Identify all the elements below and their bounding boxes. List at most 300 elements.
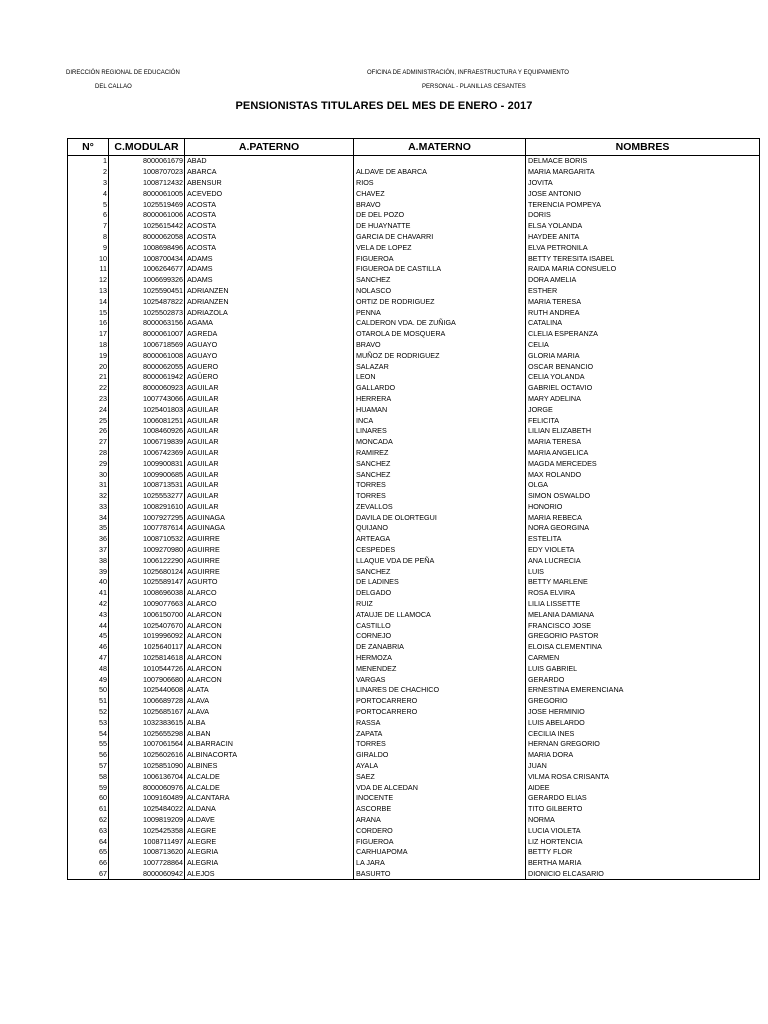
first-names-cell: BETTY TERESITA ISABEL (526, 253, 760, 264)
table-row (68, 793, 760, 804)
maternal-surname-cell: FIGUEROA (354, 836, 526, 847)
first-names-cell: JOSE HERMINIO (526, 707, 760, 718)
table-row (68, 448, 760, 459)
table-row (68, 512, 760, 523)
row-number-cell: 15 (68, 307, 109, 318)
first-names-cell: FRANCISCO JOSE (526, 620, 760, 631)
table-row (68, 167, 760, 178)
page-title: PENSIONISTAS TITULARES DEL MES DE ENERO - 2017 (235, 100, 533, 112)
maternal-surname-cell: MUÑOZ DE RODRIGUEZ (354, 350, 526, 361)
row-number-cell: 22 (68, 383, 109, 394)
paternal-surname-cell: ALBINES (185, 761, 354, 772)
paternal-surname-cell: AGUILAR (185, 383, 354, 394)
paternal-surname-cell: ALBINACORTA (185, 750, 354, 761)
paternal-surname-cell: AGUIRRE (185, 566, 354, 577)
row-number-cell: 34 (68, 512, 109, 523)
header-location: DEL CALLAO (95, 84, 132, 90)
table-row (68, 286, 760, 297)
paternal-surname-cell: ACEVEDO (185, 188, 354, 199)
first-names-cell: MELANIA DAMIANA (526, 609, 760, 620)
table-row (68, 555, 760, 566)
paternal-surname-cell: AGUILAR (185, 437, 354, 448)
paternal-surname-cell: AGURTO (185, 577, 354, 588)
modular-code-cell: 1006136704 (109, 771, 185, 782)
first-names-cell: GERARDO ELIAS (526, 793, 760, 804)
table-row (68, 221, 760, 232)
maternal-surname-cell: DE ZANABRIA (354, 642, 526, 653)
maternal-surname-cell: CHAVEZ (354, 188, 526, 199)
maternal-surname-cell: VDA DE ALCEDAN (354, 782, 526, 793)
paternal-surname-cell: ALEGRE (185, 836, 354, 847)
paternal-surname-cell: ACOSTA (185, 210, 354, 221)
modular-code-cell: 1007061564 (109, 739, 185, 750)
maternal-surname-cell: GARCIA DE CHAVARRI (354, 232, 526, 243)
maternal-surname-cell: LINARES DE CHACHICO (354, 685, 526, 696)
paternal-surname-cell: ALDAVE (185, 815, 354, 826)
modular-code-cell: 1006150700 (109, 609, 185, 620)
first-names-cell: CECILIA INES (526, 728, 760, 739)
row-number-cell: 14 (68, 296, 109, 307)
row-number-cell: 59 (68, 782, 109, 793)
first-names-cell: HAYDEE ANITA (526, 232, 760, 243)
maternal-surname-cell: CALDERON VDA. DE ZUÑIGA (354, 318, 526, 329)
paternal-surname-cell: AGUILAR (185, 491, 354, 502)
paternal-surname-cell: ALARCON (185, 631, 354, 642)
header-department: PERSONAL - PLANILLAS CESANTES (422, 84, 526, 90)
table-row (68, 836, 760, 847)
paternal-surname-cell: ALBAN (185, 728, 354, 739)
row-number-cell: 3 (68, 178, 109, 189)
table-row (68, 372, 760, 383)
row-number-cell: 2 (68, 167, 109, 178)
row-number-cell: 63 (68, 825, 109, 836)
row-number-cell: 60 (68, 793, 109, 804)
modular-code-cell: 1008698496 (109, 242, 185, 253)
maternal-surname-cell: RAMIREZ (354, 448, 526, 459)
paternal-surname-cell: AGUILAR (185, 404, 354, 415)
table-row (68, 577, 760, 588)
row-number-cell: 18 (68, 340, 109, 351)
row-number-cell: 9 (68, 242, 109, 253)
paternal-surname-cell: ADAMS (185, 275, 354, 286)
modular-code-cell: 1025655298 (109, 728, 185, 739)
modular-code-cell: 1025425358 (109, 825, 185, 836)
paternal-surname-cell: AGUIRRE (185, 534, 354, 545)
row-number-cell: 53 (68, 717, 109, 728)
row-number-cell: 31 (68, 480, 109, 491)
paternal-surname-cell: AGUERO (185, 361, 354, 372)
paternal-surname-cell: ACOSTA (185, 221, 354, 232)
maternal-surname-cell: ALDAVE DE ABARCA (354, 167, 526, 178)
row-number-cell: 41 (68, 588, 109, 599)
first-names-cell: CELIA (526, 340, 760, 351)
table-row (68, 199, 760, 210)
modular-code-cell: 1025615442 (109, 221, 185, 232)
table-row (68, 545, 760, 556)
maternal-surname-cell: AYALA (354, 761, 526, 772)
modular-code-cell: 1009819209 (109, 815, 185, 826)
header-office: OFICINA DE ADMINISTRACIÓN, INFRAESTRUCTURA Y EQUIPAMIENTO (367, 70, 569, 76)
maternal-surname-cell: ARANA (354, 815, 526, 826)
table-row (68, 329, 760, 340)
first-names-cell: JOSE ANTONIO (526, 188, 760, 199)
paternal-surname-cell: AGUILAR (185, 426, 354, 437)
first-names-cell: TERENCIA POMPEYA (526, 199, 760, 210)
table-row (68, 858, 760, 869)
maternal-surname-cell: DAVILA DE OLORTEGUI (354, 512, 526, 523)
maternal-surname-cell: CORNEJO (354, 631, 526, 642)
first-names-cell: MARIA MARGARITA (526, 167, 760, 178)
modular-code-cell: 1006718569 (109, 340, 185, 351)
table-row (68, 383, 760, 394)
paternal-surname-cell: ALEGRIA (185, 847, 354, 858)
modular-code-cell: 8000060976 (109, 782, 185, 793)
row-number-cell: 39 (68, 566, 109, 577)
paternal-surname-cell: AGREDA (185, 329, 354, 340)
maternal-surname-cell: LINARES (354, 426, 526, 437)
first-names-cell: LILIA LISSETTE (526, 599, 760, 610)
row-number-cell: 57 (68, 761, 109, 772)
first-names-cell: DORIS (526, 210, 760, 221)
row-number-cell: 28 (68, 448, 109, 459)
table-row (68, 869, 760, 880)
maternal-surname-cell: DE HUAYNATTE (354, 221, 526, 232)
column-header-maternal-surname: A.MATERNO (354, 139, 526, 156)
table-row (68, 458, 760, 469)
first-names-cell: LUIS GABRIEL (526, 663, 760, 674)
modular-code-cell: 1025851090 (109, 761, 185, 772)
modular-code-cell: 1008696038 (109, 588, 185, 599)
table-row (68, 653, 760, 664)
paternal-surname-cell: ALARCON (185, 653, 354, 664)
maternal-surname-cell: NOLASCO (354, 286, 526, 297)
first-names-cell: ELSA YOLANDA (526, 221, 760, 232)
modular-code-cell: 1006719839 (109, 437, 185, 448)
maternal-surname-cell: GALLARDO (354, 383, 526, 394)
table-row (68, 739, 760, 750)
modular-code-cell: 8000060923 (109, 383, 185, 394)
table-row (68, 210, 760, 221)
modular-code-cell: 1008710532 (109, 534, 185, 545)
maternal-surname-cell: HERRERA (354, 394, 526, 405)
row-number-cell: 54 (68, 728, 109, 739)
paternal-surname-cell: ALATA (185, 685, 354, 696)
paternal-surname-cell: ALARCON (185, 620, 354, 631)
modular-code-cell: 1025589147 (109, 577, 185, 588)
row-number-cell: 67 (68, 869, 109, 880)
maternal-surname-cell: HERMOZA (354, 653, 526, 664)
first-names-cell: TITO GILBERTO (526, 804, 760, 815)
paternal-surname-cell: ACOSTA (185, 232, 354, 243)
row-number-cell: 61 (68, 804, 109, 815)
table-row (68, 750, 760, 761)
first-names-cell: MARY ADELINA (526, 394, 760, 405)
modular-code-cell: 8000061679 (109, 156, 185, 167)
table-row (68, 761, 760, 772)
maternal-surname-cell: RASSA (354, 717, 526, 728)
row-number-cell: 43 (68, 609, 109, 620)
maternal-surname-cell: VELA DE LOPEZ (354, 242, 526, 253)
first-names-cell: CARMEN (526, 653, 760, 664)
maternal-surname-cell: LA JARA (354, 858, 526, 869)
maternal-surname-cell: SAEZ (354, 771, 526, 782)
modular-code-cell: 1006081251 (109, 415, 185, 426)
table-row (68, 156, 760, 167)
table-row (68, 599, 760, 610)
table-row (68, 825, 760, 836)
table-row (68, 275, 760, 286)
first-names-cell: EDY VIOLETA (526, 545, 760, 556)
paternal-surname-cell: ALARCON (185, 663, 354, 674)
modular-code-cell: 1019996092 (109, 631, 185, 642)
modular-code-cell: 8000060942 (109, 869, 185, 880)
table-row (68, 491, 760, 502)
modular-code-cell: 1025553277 (109, 491, 185, 502)
modular-code-cell: 1025602616 (109, 750, 185, 761)
first-names-cell: OLGA (526, 480, 760, 491)
row-number-cell: 66 (68, 858, 109, 869)
first-names-cell: JORGE (526, 404, 760, 415)
table-row (68, 815, 760, 826)
table-row (68, 717, 760, 728)
header-institution: DIRECCIÓN REGIONAL DE EDUCACIÓN (66, 70, 180, 76)
maternal-surname-cell: HUAMAN (354, 404, 526, 415)
table-row (68, 307, 760, 318)
paternal-surname-cell: AGUAYO (185, 350, 354, 361)
first-names-cell: HONORIO (526, 502, 760, 513)
maternal-surname-cell: QUIJANO (354, 523, 526, 534)
modular-code-cell: 8000061942 (109, 372, 185, 383)
column-header-number: N° (68, 139, 109, 156)
row-number-cell: 20 (68, 361, 109, 372)
table-header-row (68, 139, 760, 156)
modular-code-cell: 1010544726 (109, 663, 185, 674)
row-number-cell: 6 (68, 210, 109, 221)
row-number-cell: 55 (68, 739, 109, 750)
row-number-cell: 35 (68, 523, 109, 534)
first-names-cell: OSCAR BENANCIO (526, 361, 760, 372)
table-row (68, 296, 760, 307)
first-names-cell: GABRIEL OCTAVIO (526, 383, 760, 394)
row-number-cell: 64 (68, 836, 109, 847)
maternal-surname-cell: BASURTO (354, 869, 526, 880)
maternal-surname-cell: CARHUAPOMA (354, 847, 526, 858)
maternal-surname-cell: VARGAS (354, 674, 526, 685)
first-names-cell: RAIDA MARIA CONSUELO (526, 264, 760, 275)
first-names-cell: MARIA TERESA (526, 296, 760, 307)
paternal-surname-cell: AGUIRRE (185, 555, 354, 566)
modular-code-cell: 1009900831 (109, 458, 185, 469)
row-number-cell: 21 (68, 372, 109, 383)
paternal-surname-cell: AGUINAGA (185, 523, 354, 534)
first-names-cell: MARIA TERESA (526, 437, 760, 448)
table-row (68, 642, 760, 653)
modular-code-cell: 1025487822 (109, 296, 185, 307)
row-number-cell: 12 (68, 275, 109, 286)
modular-code-cell: 1009270980 (109, 545, 185, 556)
row-number-cell: 45 (68, 631, 109, 642)
paternal-surname-cell: ALAVA (185, 696, 354, 707)
first-names-cell: LUCIA VIOLETA (526, 825, 760, 836)
maternal-surname-cell: FIGUEROA DE CASTILLA (354, 264, 526, 275)
row-number-cell: 5 (68, 199, 109, 210)
row-number-cell: 24 (68, 404, 109, 415)
paternal-surname-cell: ALEJOS (185, 869, 354, 880)
row-number-cell: 38 (68, 555, 109, 566)
maternal-surname-cell: SANCHEZ (354, 469, 526, 480)
first-names-cell: LUIS (526, 566, 760, 577)
table-row (68, 685, 760, 696)
modular-code-cell: 1008713620 (109, 847, 185, 858)
maternal-surname-cell: RIOS (354, 178, 526, 189)
modular-code-cell: 1008711497 (109, 836, 185, 847)
first-names-cell: VILMA ROSA CRISANTA (526, 771, 760, 782)
modular-code-cell: 8000061007 (109, 329, 185, 340)
first-names-cell: LIZ HORTENCIA (526, 836, 760, 847)
modular-code-cell: 1025484022 (109, 804, 185, 815)
maternal-surname-cell: TORRES (354, 739, 526, 750)
table-row (68, 696, 760, 707)
modular-code-cell: 1007743066 (109, 394, 185, 405)
first-names-cell: GLORIA MARIA (526, 350, 760, 361)
modular-code-cell: 1025502873 (109, 307, 185, 318)
column-header-paternal-surname: A.PATERNO (185, 139, 354, 156)
paternal-surname-cell: AGAMA (185, 318, 354, 329)
modular-code-cell: 1025640117 (109, 642, 185, 653)
modular-code-cell: 8000063156 (109, 318, 185, 329)
table-row (68, 415, 760, 426)
row-number-cell: 58 (68, 771, 109, 782)
row-number-cell: 47 (68, 653, 109, 664)
row-number-cell: 10 (68, 253, 109, 264)
first-names-cell: BETTY FLOR (526, 847, 760, 858)
paternal-surname-cell: ALCALDE (185, 771, 354, 782)
maternal-surname-cell: SALAZAR (354, 361, 526, 372)
table-row (68, 426, 760, 437)
first-names-cell: ERNESTINA EMERENCIANA (526, 685, 760, 696)
row-number-cell: 4 (68, 188, 109, 199)
modular-code-cell: 1006122290 (109, 555, 185, 566)
paternal-surname-cell: ALCANTARA (185, 793, 354, 804)
first-names-cell: CELIA YOLANDA (526, 372, 760, 383)
row-number-cell: 65 (68, 847, 109, 858)
paternal-surname-cell: ACOSTA (185, 199, 354, 210)
first-names-cell: SIMON OSWALDO (526, 491, 760, 502)
maternal-surname-cell: SANCHEZ (354, 275, 526, 286)
table-row (68, 253, 760, 264)
first-names-cell: FELICITA (526, 415, 760, 426)
maternal-surname-cell: DELGADO (354, 588, 526, 599)
paternal-surname-cell: ALARCO (185, 599, 354, 610)
paternal-surname-cell: AGÜERO (185, 372, 354, 383)
table-row (68, 394, 760, 405)
paternal-surname-cell: ALBA (185, 717, 354, 728)
table-row (68, 264, 760, 275)
paternal-surname-cell: AGUILAR (185, 448, 354, 459)
pensioners-table (67, 138, 760, 880)
paternal-surname-cell: ABAD (185, 156, 354, 167)
first-names-cell: BERTHA MARIA (526, 858, 760, 869)
first-names-cell: CLELIA ESPERANZA (526, 329, 760, 340)
table-row (68, 350, 760, 361)
table-row (68, 782, 760, 793)
first-names-cell: MARIA DORA (526, 750, 760, 761)
table-row (68, 663, 760, 674)
row-number-cell: 23 (68, 394, 109, 405)
first-names-cell: ELOISA CLEMENTINA (526, 642, 760, 653)
row-number-cell: 40 (68, 577, 109, 588)
first-names-cell: GERARDO (526, 674, 760, 685)
modular-code-cell: 1008712432 (109, 178, 185, 189)
row-number-cell: 44 (68, 620, 109, 631)
table-row (68, 340, 760, 351)
maternal-surname-cell: RUIZ (354, 599, 526, 610)
maternal-surname-cell (354, 156, 526, 167)
maternal-surname-cell: CESPEDES (354, 545, 526, 556)
row-number-cell: 30 (68, 469, 109, 480)
paternal-surname-cell: AGUILAR (185, 469, 354, 480)
first-names-cell: MARIA REBECA (526, 512, 760, 523)
table-row (68, 437, 760, 448)
paternal-surname-cell: AGUILAR (185, 502, 354, 513)
modular-code-cell: 1008700434 (109, 253, 185, 264)
modular-code-cell: 1025407670 (109, 620, 185, 631)
table-row (68, 707, 760, 718)
maternal-surname-cell: INCA (354, 415, 526, 426)
paternal-surname-cell: ABENSUR (185, 178, 354, 189)
modular-code-cell: 8000061006 (109, 210, 185, 221)
maternal-surname-cell: BRAVO (354, 340, 526, 351)
row-number-cell: 16 (68, 318, 109, 329)
row-number-cell: 27 (68, 437, 109, 448)
table-row (68, 404, 760, 415)
modular-code-cell: 8000061008 (109, 350, 185, 361)
modular-code-cell: 1008713531 (109, 480, 185, 491)
paternal-surname-cell: ALEGRE (185, 825, 354, 836)
first-names-cell: ESTELITA (526, 534, 760, 545)
maternal-surname-cell: CASTILLO (354, 620, 526, 631)
table-row (68, 728, 760, 739)
maternal-surname-cell: PORTOCARRERO (354, 707, 526, 718)
paternal-surname-cell: ADAMS (185, 264, 354, 275)
table-row (68, 469, 760, 480)
first-names-cell: ROSA ELVIRA (526, 588, 760, 599)
table-row (68, 480, 760, 491)
paternal-surname-cell: ALAVA (185, 707, 354, 718)
table-row (68, 566, 760, 577)
maternal-surname-cell: LLAQUE VDA DE PEÑA (354, 555, 526, 566)
maternal-surname-cell: BRAVO (354, 199, 526, 210)
first-names-cell: MAGDA MERCEDES (526, 458, 760, 469)
table-row (68, 188, 760, 199)
table-row (68, 631, 760, 642)
maternal-surname-cell: ORTIZ DE RODRIGUEZ (354, 296, 526, 307)
table-row (68, 620, 760, 631)
column-header-modular-code: C.MODULAR (109, 139, 185, 156)
paternal-surname-cell: ALDANA (185, 804, 354, 815)
modular-code-cell: 1006699326 (109, 275, 185, 286)
modular-code-cell: 1009160489 (109, 793, 185, 804)
table-row (68, 318, 760, 329)
row-number-cell: 29 (68, 458, 109, 469)
first-names-cell: ANA LUCRECIA (526, 555, 760, 566)
maternal-surname-cell: DE DEL POZO (354, 210, 526, 221)
paternal-surname-cell: ALARCON (185, 609, 354, 620)
row-number-cell: 17 (68, 329, 109, 340)
table-row (68, 847, 760, 858)
paternal-surname-cell: ALEGRIA (185, 858, 354, 869)
table-body (68, 156, 760, 880)
